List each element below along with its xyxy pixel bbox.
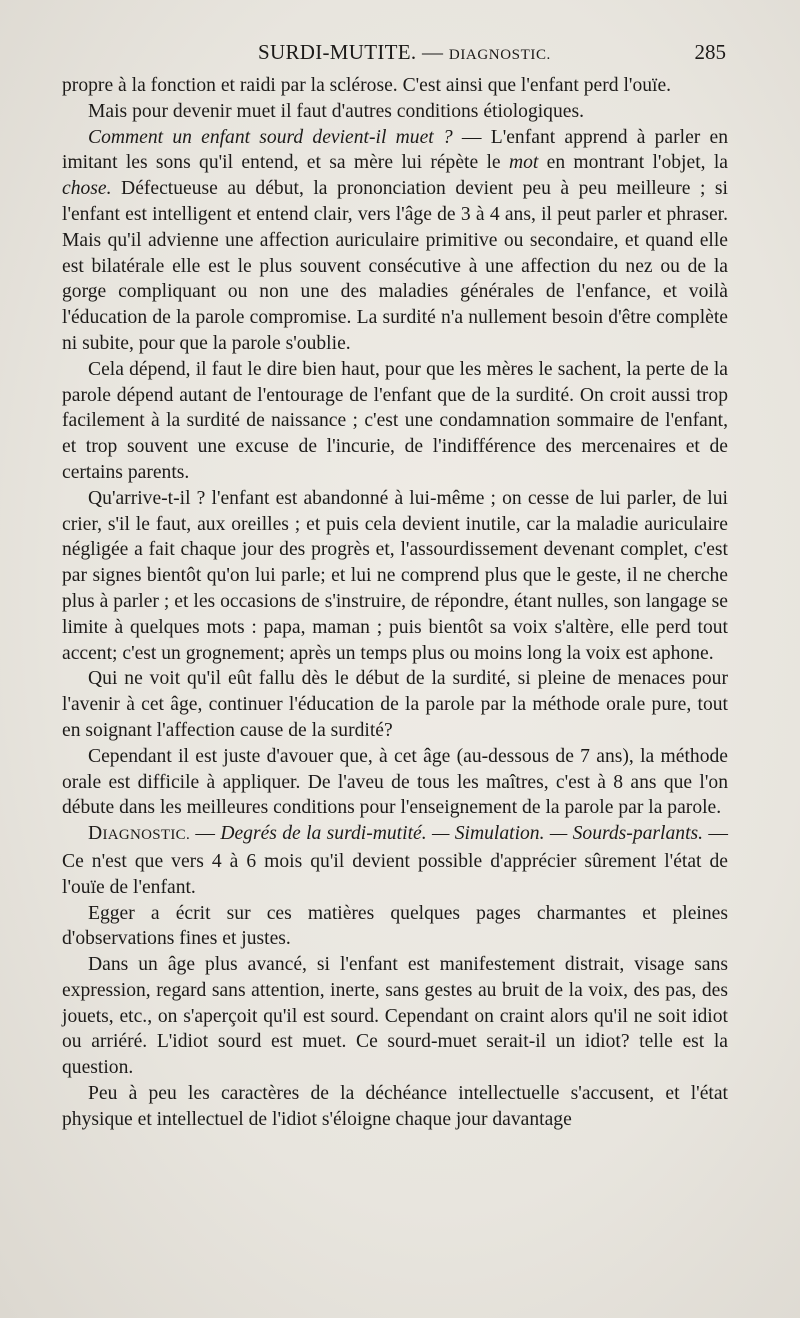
running-head-subtitle: DIAGNOSTIC. [448, 47, 551, 63]
text-segment: chose. [62, 178, 112, 200]
paragraph [62, 901, 728, 953]
text-segment: propre à la fonction et raidi par la sclérose. C'est ainsi que l'enfant perd l'ouïe. [62, 75, 672, 96]
paragraph [62, 357, 728, 486]
text-segment: Degrés de la surdi-mutité. — Simulation. — Sourds-parlants. [220, 823, 704, 845]
page-header [62, 40, 726, 72]
text-segment: Défectueuse au début, la prononciation devient peu à peu meilleure ; si l'enfant est intelligent et entend clair, vers l'âge de 3 à 4 ans, il peut parler et phraser. Mais qu'il advienne une affection auriculaire primitive ou secondaire, et quand elle est bilatérale elle est le plus souvent consécutive à une affection du nez ou de la gorge compliquant ou non une des maladies générales de l'enfance, et voilà l'éducation de la parole compromise. La surdité n'a nullement besoin d'être complète ni subite, pour que la parole s'oublie. [62, 178, 728, 354]
text-segment: DIAGNOSTIC. [88, 823, 191, 845]
text-segment: — Ce n'est que vers 4 à 6 mois qu'il devient possible d'apprécier sûrement l'état de l'ouïe de l'enfant. [62, 823, 728, 898]
paragraph [62, 666, 728, 743]
running-head [258, 40, 551, 65]
paragraph [62, 125, 728, 357]
text-segment: Dans un âge plus avancé, si l'enfant est manifestement distrait, visage sans expression, regard sans attention, inerte, sans gestes au bruit de la voix, des pas, des jouets, etc., on s'aperçoit qu'il est sourd. Cependant on craint alors qu'il ne soit idiot ou arriéré. L'idiot sourd est muet. Ce sourd-muet serait-il un idiot? telle est la question. [62, 954, 728, 1079]
running-head-title: SURDI-MUTITE. — [258, 40, 444, 64]
text-segment: Cependant il est juste d'avouer que, à cet âge (au-dessous de 7 ans), la méthode orale est difficile à appliquer. De l'aveu de tous les maîtres, c'est à 8 ans que l'on débute dans les meilleures conditions pour l'enseignement de la parole par la parole. [62, 745, 728, 819]
text-segment: Egger a écrit sur ces matières quelques pages charmantes et pleines d'observations fines et justes. [62, 902, 728, 950]
body-text [62, 73, 728, 1133]
text-segment: Mais pour devenir muet il faut d'autres conditions étiologiques. [88, 100, 584, 122]
page-number: 285 [694, 40, 726, 64]
paragraph [62, 952, 728, 1081]
text-segment: Comment un enfant sourd devient-il muet ? [88, 126, 453, 148]
text-segment: Peu à peu les caractères de la déchéance intellectuelle s'accusent, et l'état physique et intellectuel de l'idiot s'éloigne chaque jour davantage [62, 1083, 728, 1130]
text-segment: — [190, 823, 221, 845]
paragraph [62, 821, 728, 900]
text-segment: Qu'arrive-t-il ? l'enfant est abandonné à lui-même ; on cesse de lui parler, de lui crier, s'il le faut, aux oreilles ; et puis cela devient inutile, car la maladie auriculaire négligée a fait chaque jour des progrès et, l'assourdissement devenant complet, c'est par signes bientôt qu'on lui parle; et lui ne comprend plus que le geste, il ne cherche plus à parler ; et les occasions de s'instruire, de répondre, étant nulles, son langage se limite à quelques mots : papa, maman ; puis bientôt sa voix s'altère, elle perd tout accent; c'est un grognement; après un temps plus ou moins long la voix est aphone. [62, 487, 728, 664]
text-segment: — L'enfant apprend à parler en imitant les sons qu'il entend, et sa mère lui répète le [62, 126, 729, 174]
paragraph [62, 1081, 728, 1133]
paragraph [62, 486, 728, 667]
text-segment: mot [508, 152, 539, 174]
text-segment: en montrant l'objet, la [538, 152, 728, 174]
text-segment: Cela dépend, il faut le dire bien haut, pour que les mères le sachent, la perte de la parole dépend autant de l'entourage de l'enfant que de la surdité. On croit aussi trop facilement à la surdité de naissance ; c'est une condamnation sommaire de l'enfant, et trop souvent une excuse de l'incurie, de l'indifférence des mercenaires et de certains parents. [62, 358, 728, 483]
paragraph [62, 744, 728, 821]
paragraph [62, 99, 728, 125]
paragraph [62, 73, 728, 99]
text-segment: Qui ne voit qu'il eût fallu dès le début de la surdité, si pleine de menaces pour l'avenir à cet âge, continuer l'éducation de la parole par la méthode orale pure, tout en soignant l'affection cause de la surdité? [62, 668, 728, 741]
